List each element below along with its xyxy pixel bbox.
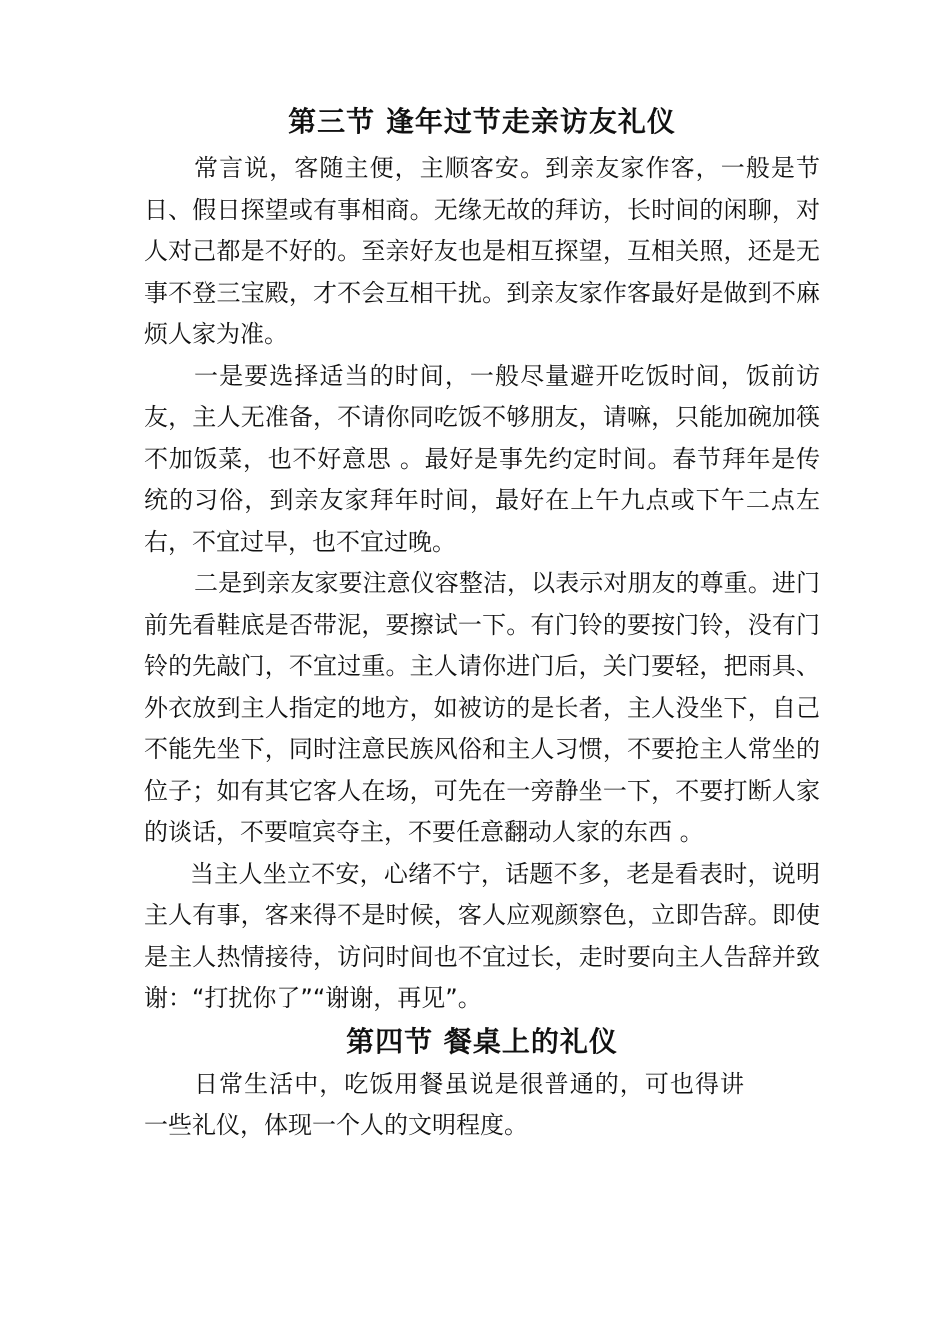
- section-3-paragraph-3: 二是到亲友家要注意仪容整洁，以表示对朋友的尊重。进门前先看鞋底是否带泥，要擦试一下。有门铃的要按门铃，没有门铃的先敲门，不宜过重。主人请你进门后，关门要轻，把雨具、外衣放到主人指定的地方，如被访的是长者，主人没坐下，自己不能先坐下，同时注意民族风俗和主人习惯，不要抢主人常坐的位子；如有其它客人在场，可先在一旁静坐一下，不要打断人家的谈话，不要喧宾夺主，不要任意翻动人家的东西 。: [144, 569, 820, 846]
- section-4-paragraph-1: 日常生活中，吃饭用餐虽说是很普通的，可也得讲一些礼仪，体现一个人的文明程度。: [144, 1069, 744, 1139]
- section-3-paragraph-2: 一是要选择适当的时间，一般尽量避开吃饭时间，饭前访友，主人无准备，不请你同吃饭不够朋友，请嘛，只能加碗加筷不加饭菜，也不好意思 。最好是事先约定时间。春节拜年是传统的习俗，到亲友家拜年时间，最好在上午九点或下午二点左右，不宜过早，也不宜过晚。: [144, 361, 820, 556]
- section-3-title: 第三节 逢年过节走亲访友礼仪: [288, 105, 676, 138]
- section-4-title: 第四节 餐桌上的礼仪: [346, 1024, 618, 1058]
- document-page: [144, 100, 820, 1147]
- section-3-paragraph-1: 常言说，客随主便，主顺客安。到亲友家作客，一般是节日、假日探望或有事相商。无缘无故的拜访，长时间的闲聊，对人对己都是不好的。至亲好友也是相互探望，互相关照，还是无事不登三宝殿，才不会互相干扰。到亲友家作客最好是做到不麻烦人家为准。: [144, 154, 820, 348]
- section-3-paragraph-4: 当主人坐立不安，心绪不宁，话题不多，老是看表时，说明主人有事，客来得不是时候，客人应观颜察色，立即告辞。即使是主人热情接待，访问时间也不宜过长，走时要向主人告辞并致谢：“打扰你了”“谢谢，再见”。: [144, 859, 820, 1012]
